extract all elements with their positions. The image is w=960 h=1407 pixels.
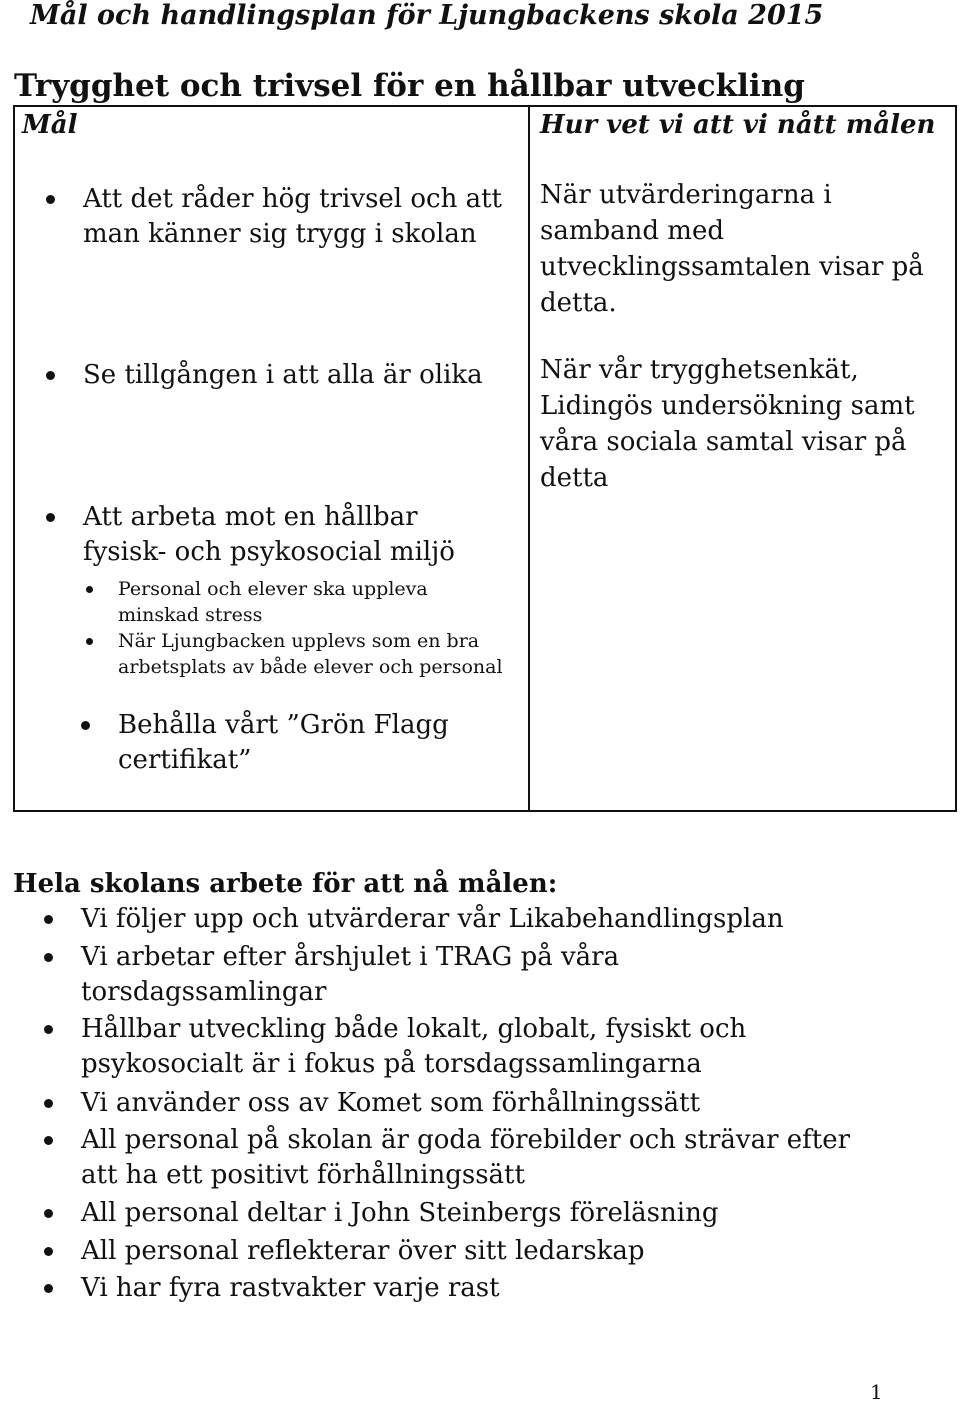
school-work-item: Vi använder oss av Komet som förhållningssätt: [81, 1086, 931, 1121]
measure-text: När utvärderingarna i samband med utvecklingssamtalen visar på detta.: [540, 180, 924, 318]
column-divider: [528, 107, 530, 810]
page-number: 1: [870, 1380, 883, 1404]
school-work-item: Hållbar utveckling både lokalt, globalt, fysiskt och psykosocialt är i fokus på torsdagssamlingarna: [81, 1012, 801, 1082]
document-title: Mål och handlingsplan för Ljungbackens skola 2015: [30, 0, 824, 31]
measure-column-header: Hur vet vi att vi nått målen: [540, 110, 936, 140]
school-work-item: Vi arbetar efter årshjulet i TRAG på våra torsdagssamlingar: [81, 940, 741, 1010]
school-work-item: All personal på skolan är goda förebilder och strävar efter att ha ett positivt förhållningssätt: [81, 1123, 891, 1193]
goal-item: Behålla vårt ”Grön Flagg certifikat”: [118, 708, 478, 778]
goal-item: Att arbeta mot en hållbar fysisk- och psykosocial miljö: [83, 500, 483, 570]
goal-item: Se tillgången i att alla är olika: [83, 358, 513, 393]
goals-column-header: Mål: [22, 110, 78, 140]
sub-goal-item: Personal och elever ska uppleva minskad stress: [118, 576, 498, 628]
goal-item: Att det råder hög trivsel och att man känner sig trygg i skolan: [83, 182, 513, 252]
school-work-item: All personal deltar i John Steinbergs föreläsning: [81, 1196, 931, 1231]
school-work-heading: Hela skolans arbete för att nå målen:: [13, 869, 558, 899]
section-title: Trygghet och trivsel för en hållbar utveckling: [14, 68, 805, 104]
school-work-item: All personal reflekterar över sitt ledarskap: [81, 1234, 931, 1269]
goals-table: [13, 105, 957, 812]
sub-goal-item: När Ljungbacken upplevs som en bra arbetsplats av både elever och personal: [118, 628, 528, 680]
school-work-item: Vi följer upp och utvärderar vår Likabehandlingsplan: [81, 902, 931, 937]
school-work-item: Vi har fyra rastvakter varje rast: [81, 1271, 931, 1306]
measure-text: När vår trygghetsenkät, Lidingös undersökning samt våra sociala samtal visar på detta: [540, 355, 915, 493]
